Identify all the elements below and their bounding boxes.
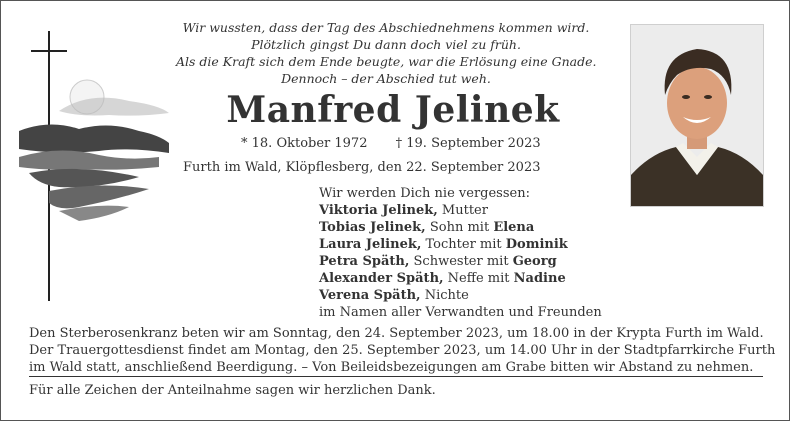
life-dates <box>241 136 565 151</box>
mourner-relation: Mutter <box>437 203 488 218</box>
hill-shape <box>19 150 159 169</box>
poem-line: Als die Kraft sich dem Ende beugte, war die Erlösung eine Gnade. <box>176 54 597 69</box>
left-eye <box>682 95 690 99</box>
poem-line: Plötzlich gingst Du dann doch viel zu früh. <box>251 37 521 52</box>
mourner-relation: Sohn mit <box>425 220 494 235</box>
mourner-name: Laura Jelinek, <box>319 237 422 252</box>
mourner-row <box>319 253 602 270</box>
death-date: † 19. September 2023 <box>395 136 541 151</box>
mourner-relation: Tochter mit <box>421 237 506 252</box>
mourner-name: Verena Späth, <box>319 288 421 303</box>
mourner-partner: Nadine <box>513 271 566 286</box>
portrait-illustration <box>631 25 763 206</box>
place-and-date: Furth im Wald, Klöpflesberg, den 22. September 2023 <box>183 160 541 175</box>
mourner-name: Alexander Späth, <box>319 271 444 286</box>
mourner-row <box>319 287 602 304</box>
mountain-shape <box>19 124 169 153</box>
mourner-relation: Nichte <box>420 288 469 303</box>
mourners-list <box>319 185 602 321</box>
mourner-row <box>319 202 602 219</box>
mourners-intro: Wir werden Dich nie vergessen: <box>319 186 530 201</box>
poem-line: Dennoch – der Abschied tut weh. <box>281 71 491 86</box>
divider <box>29 376 763 377</box>
mourner-partner: Elena <box>493 220 535 235</box>
shore-shape <box>49 185 149 208</box>
mourner-name: Viktoria Jelinek, <box>319 203 438 218</box>
deceased-name: Manfred Jelinek <box>226 89 560 131</box>
poem <box>176 19 596 87</box>
notice-line: Der Trauergottesdienst findet am Montag, den 25. September 2023, um 14.00 Uhr in der Stadtpfarrkirche Furth <box>29 343 776 358</box>
mourner-partner: Georg <box>512 254 557 269</box>
notice-line: im Wald statt, anschließend Beerdigung. – Von Beileidsbezeigungen am Grabe bitten wir Abstand zu nehmen. <box>29 360 754 375</box>
birth-date: * 18. Oktober 1972 <box>241 136 368 151</box>
water-shape <box>29 169 139 187</box>
mourner-row <box>319 270 602 287</box>
portrait-photo <box>630 24 764 207</box>
poem-line: Wir wussten, dass der Tag des Abschiednehmens kommen wird. <box>182 20 590 35</box>
mourner-row <box>319 236 602 253</box>
mourner-row <box>319 219 602 236</box>
mourner-partner: Dominik <box>505 237 568 252</box>
thanks-line: Für alle Zeichen der Anteilnahme sagen wir herzlichen Dank. <box>29 383 436 398</box>
mourner-name: Tobias Jelinek, <box>319 220 426 235</box>
mourner-relation: Schwester mit <box>409 254 513 269</box>
service-notice <box>29 325 776 376</box>
cross-landscape-illustration <box>19 31 179 301</box>
mourner-relation: Neffe mit <box>443 271 514 286</box>
mourner-name: Petra Späth, <box>319 254 410 269</box>
right-eye <box>704 95 712 99</box>
notice-line: Den Sterberosenkranz beten wir am Sonntag, den 24. September 2023, um 18.00 in der Krypta Furth im Wald. <box>29 326 764 341</box>
mourners-outro: im Namen aller Verwandten und Freunden <box>319 305 602 320</box>
face-shape <box>667 67 727 139</box>
